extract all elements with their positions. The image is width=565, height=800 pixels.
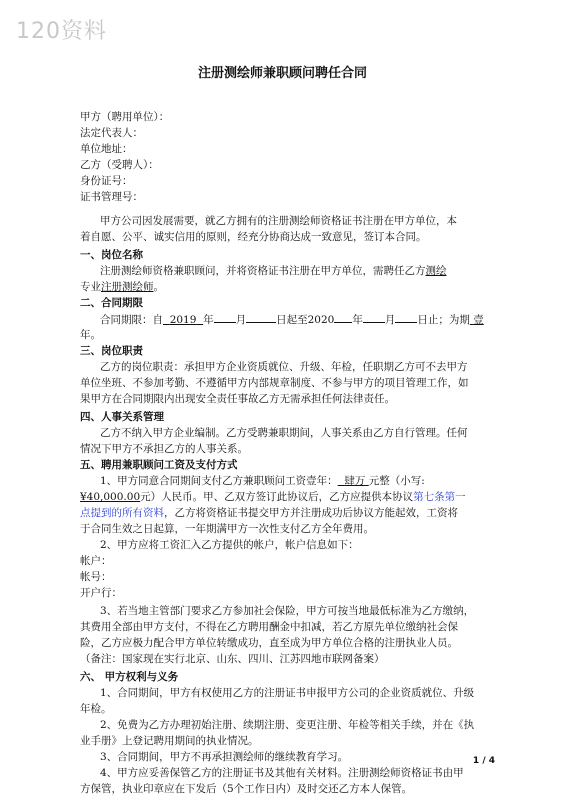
s5-text: 1、甲方同意合同期间支付乙方兼职顾问工资壹年：	[100, 475, 338, 487]
s5-text: ，乙方将资格证书提交甲方并注册成功后协议方能起效，工资将	[164, 507, 458, 519]
s6-line: 3、合同期间，甲方不再承担测绘师的继续教育学习。	[100, 751, 349, 763]
period-text: 月	[384, 314, 396, 326]
contract-period-line: 年。	[80, 329, 101, 341]
period-text: 年	[203, 314, 214, 326]
page-number: 1 / 4	[472, 756, 495, 766]
s4-line: 乙方不纳入甲方企业编制。乙方受聘兼职期间，人事关系由乙方自行管理。任何	[100, 427, 468, 439]
blank	[246, 312, 276, 323]
s3-line: 乙方的岗位职责：承担甲方企业资质就位、升级、年检，任职期乙方可不去甲方	[100, 361, 468, 373]
account-number-label: 帐号：	[80, 571, 112, 583]
address-label: 单位地址：	[80, 143, 133, 155]
s1-line	[100, 264, 447, 278]
s5-p1-line: 于合同生效之日起算，一年期满甲方一次性支付乙方全年费用。	[80, 523, 374, 535]
clause-link[interactable]: 点提到的所有资料	[80, 507, 164, 519]
intro-line: 着自愿、公平、诚实信用的原则，经充分协商达成一致意见，签订本合同。	[80, 231, 427, 243]
period-text: 合同期限：自	[100, 314, 163, 326]
s5-p3-line: 3、若当地主管部门要求乙方参加社会保险，甲方可按当地最低标准为乙方缴纳，	[100, 605, 475, 617]
s1-text: 专业	[80, 281, 101, 293]
s5-text: 元）人民币。甲、乙双方签订此协议后，乙方应提供本协议	[140, 491, 414, 503]
section-heading-1: 一、岗位名称	[80, 249, 143, 261]
contract-period-line	[100, 312, 484, 327]
section-heading-5: 五、聘用兼职顾问工资及支付方式	[80, 459, 238, 471]
period-text: 日起至	[276, 314, 308, 326]
account-name-label: 帐户：	[80, 555, 112, 567]
section-heading-4: 四、人事关系管理	[80, 411, 164, 423]
s6-line: 方保管，执业印章应在下发后（5个工作日内）及时交还乙方本人保管。	[80, 783, 413, 795]
blank	[214, 312, 236, 323]
s5-p3-line: 险，乙方应极力配合甲方单位转缴成功，直至成为甲方单位合格的注册执业人员。	[80, 637, 458, 649]
blank	[395, 312, 417, 323]
s5-p2-line: 2、甲方应将工资汇入乙方提供的帐户，帐户信息如下：	[100, 539, 359, 551]
s5-text: 元整（小写:	[368, 475, 425, 487]
intro-line: 甲方公司因发展需要，就乙方拥有的注册测绘师资格证书注册在甲方单位，本	[100, 215, 457, 227]
s1-text: 注册测绘师资格兼职顾问，并将资格证书注册在甲方单位，需聘任乙方	[100, 265, 426, 277]
s6-line: 1、合同期间，甲方有权使用乙方的注册证书申报甲方公司的企业资质就位、升级	[100, 687, 475, 699]
s6-line: 年检。	[80, 703, 112, 715]
s3-line: 单位坐班、不参加考勤、不遵循甲方内部规章制度、不参与甲方的项目管理工作，如	[80, 377, 469, 389]
s4-line: 情况下甲方不承担乙方的人事关系。	[80, 443, 248, 455]
s1-line	[80, 280, 164, 294]
s5-p1-line	[100, 474, 425, 488]
blank	[363, 312, 385, 323]
term-value	[470, 314, 484, 326]
amount-chinese-text: 肆万	[344, 475, 366, 487]
s6-line: 4、甲方应妥善保管乙方的注册证书及其他有关材料。注册测绘师资格证书由甲	[100, 767, 464, 779]
s5-p3-line: 其费用全部由甲方支付，不得在乙方聘用酬金中扣减，若乙方原先单位缴纳社会保	[80, 621, 458, 633]
bank-label: 开户行：	[80, 587, 122, 599]
period-text: 年	[352, 314, 363, 326]
s1-underlined: 注册测绘师	[101, 281, 154, 293]
s5-p1-line	[80, 506, 458, 520]
section-heading-6: 六、 甲方权利与义务	[80, 671, 179, 683]
term-text: 壹	[473, 314, 484, 326]
s1-underlined: 测绘	[425, 265, 447, 277]
id-number-label: 身份证号：	[80, 175, 133, 187]
amount-numeric: ¥40,000.00	[80, 491, 141, 503]
section-heading-3: 三、岗位职责	[80, 345, 143, 357]
document-title: 注册测绘师兼职顾问聘任合同	[197, 66, 367, 81]
s3-line: 果甲方在合同期限内出现安全责任事故乙方无需承担任何法律责任。	[80, 393, 395, 405]
s1-text: 。	[153, 281, 164, 293]
s5-note-line: （备注：国家现在实行北京、山东、四川、江苏四地市联网备案）	[80, 653, 385, 665]
clause-link[interactable]: 第七条第一	[413, 491, 466, 503]
amount-chinese	[338, 475, 369, 487]
legal-rep-label: 法定代表人：	[80, 127, 143, 139]
blank	[334, 312, 352, 323]
start-year	[163, 314, 203, 326]
s6-line: 2、免费为乙方办理初始注册、续期注册、变更注册、年检等相关手续，并在《执	[100, 719, 475, 731]
s6-line: 业手册》上登记聘用期间的执业情况。	[80, 735, 259, 747]
period-text: 月	[235, 314, 247, 326]
section-heading-2: 二、合同期限	[80, 297, 143, 309]
period-text: 日止；为期	[417, 314, 470, 326]
party-a-label: 甲方（聘用单位）：	[80, 111, 170, 123]
cert-number-label: 证书管理号：	[80, 191, 143, 203]
start-year-value: 2019	[169, 314, 197, 326]
watermark: 120资料	[16, 19, 107, 44]
s5-p1-line	[80, 490, 466, 504]
party-b-label: 乙方（受聘人）：	[80, 159, 159, 171]
end-year-value: 2020	[307, 314, 335, 326]
